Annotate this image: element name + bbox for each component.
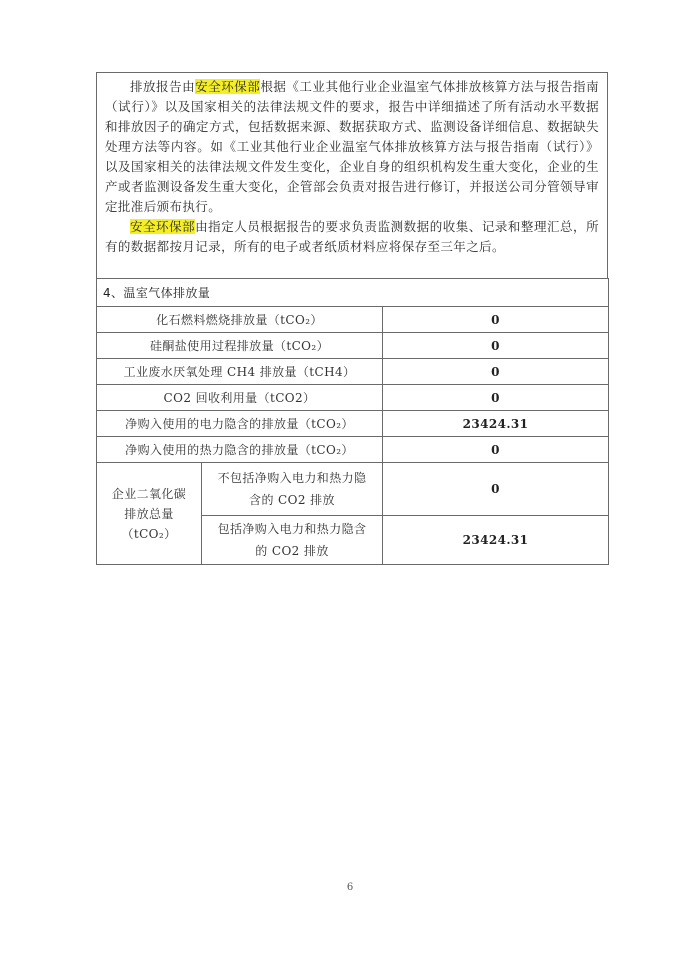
- paragraph1-text-rest: 根据《工业其他行业企业温室气体排放核算方法与报告指南（试行）》以及国家相关的法律法规文件的要求，报告中详细描述了所有活动水平数据和排放因子的确定方式，包括数据来源、数据获取方式、监测设备详细信息、数据缺失处理方法等内容。如《工业其他行业企业温室气体排放核算方法与报告指南（试行）》以及国家相关的法律法规文件发生变化，企业自身的组织机构发生重大变化，企业的生产或者监测设备发生重大变化，企管部会负责对报告进行修订，并报送公司分管领导审定批准后颁布执行。: [105, 79, 599, 214]
- total-label-line3: （tCO₂）: [121, 526, 177, 541]
- table-row: [97, 307, 609, 333]
- paragraph1-text-start: 排放报告由: [130, 79, 196, 94]
- row-label: 工业废水厌氧处理 CH4 排放量（tCH4）: [97, 359, 383, 385]
- row-label: 硅酮盐使用过程排放量（tCO₂）: [97, 333, 383, 359]
- table-row: [97, 385, 609, 411]
- table-row: [97, 359, 609, 385]
- row-value: 0: [383, 437, 609, 463]
- total-including-label: [202, 516, 383, 565]
- paragraph-report-responsibility: [105, 77, 599, 217]
- sub2-line2: 的 CO2 排放: [255, 544, 329, 558]
- row-value: 0: [383, 359, 609, 385]
- row-label: 净购入使用的热力隐含的排放量（tCO₂）: [97, 437, 383, 463]
- table-row: [97, 279, 609, 307]
- row-label: 化石燃料燃烧排放量（tCO₂）: [97, 307, 383, 333]
- total-label-line2: 排放总量: [124, 506, 174, 521]
- table-row: [97, 463, 609, 516]
- emissions-table-section: [96, 278, 608, 558]
- sub1-line2: 含的 CO2 排放: [249, 493, 335, 507]
- total-label-line1: 企业二氧化碳: [111, 486, 187, 501]
- paragraph2-text-rest: 由指定人员根据报告的要求负责监测数据的收集、记录和整理汇总，所有的数据都按月记录，所有的电子或者纸质材料应将保存至三年之后。: [105, 219, 599, 254]
- row-value: 0: [383, 307, 609, 333]
- total-including-value: 23424.31: [383, 516, 609, 565]
- sub1-line1: 不包括净购入电力和热力隐: [217, 471, 367, 485]
- emissions-table: [96, 278, 609, 565]
- row-label: 净购入使用的电力隐含的排放量（tCO₂）: [97, 411, 383, 437]
- row-value: 0: [383, 385, 609, 411]
- row-value: 0: [383, 333, 609, 359]
- table-row: [97, 437, 609, 463]
- sub2-line1: 包括净购入电力和热力隐含: [217, 522, 367, 536]
- row-label: CO2 回收利用量（tCO2）: [97, 385, 383, 411]
- total-emissions-label: [97, 463, 202, 565]
- highlighted-department-2: 安全环保部: [130, 219, 196, 234]
- paragraph-data-collection: [105, 217, 599, 257]
- row-value: 23424.31: [383, 411, 609, 437]
- highlighted-department: 安全环保部: [195, 79, 261, 94]
- table-row: [97, 411, 609, 437]
- section-title: 4、温室气体排放量: [97, 279, 609, 307]
- total-excluding-label: [202, 463, 383, 516]
- total-excluding-value: 0: [383, 463, 609, 516]
- table-row: [97, 333, 609, 359]
- page-number: 6: [346, 882, 354, 893]
- report-description-box: [96, 72, 608, 278]
